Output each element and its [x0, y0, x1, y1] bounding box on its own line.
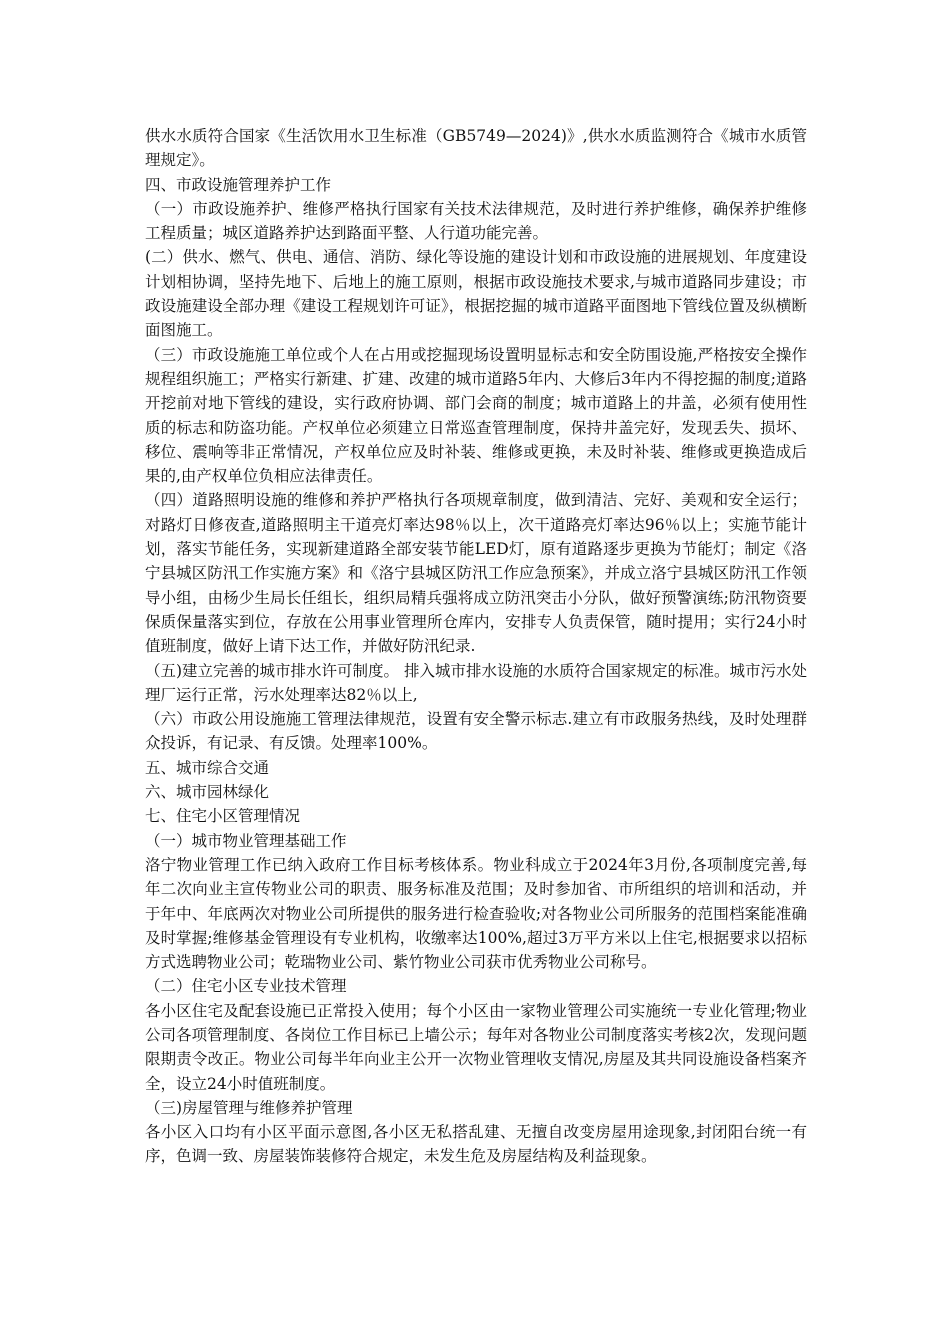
subsection-heading-7-3: （三)房屋管理与维修养护管理 [145, 1098, 353, 1117]
paragraph-4-6: （六）市政公用设施施工管理法律规范，设置有安全警示标志.建立有市政服务热线，及时处理群众投诉，有记录、有反馈。处理率100%。 [145, 710, 807, 753]
paragraph-water-quality: 供水水质符合国家《生活饮用水卫生标准（GB5749—2024)》,供水水质监测符合《城市水质管理规定》。 [145, 127, 807, 170]
paragraph-7-1: 洛宁物业管理工作已纳入政府工作目标考核体系。物业科成立于2024年3月份,各项制度完善,每年二次向业主宣传物业公司的职责、服务标准及范围；及时参加省、市所组织的培训和活动，并于年中、年底两次对物业公司所提供的服务进行检查验收;对各物业公司所服务的范围档案能准确及时掌握;维修基金管理设有专业机构，收缴率达100%,超过3万平方米以上住宅,根据要求以招标方式选聘物业公司；乾瑞物业公司、紫竹物业公司获市优秀物业公司称号。 [145, 855, 807, 972]
paragraph-4-5: （五)建立完善的城市排水许可制度。 排入城市排水设施的水质符合国家规定的标准。城市污水处理厂运行正常，污水处理率达82％以上, [145, 661, 807, 704]
paragraph-7-2: 各小区住宅及配套设施已正常投入使用；每个小区由一家物业管理公司实施统一专业化管理;物业公司各项管理制度、各岗位工作目标已上墙公示；每年对各物业公司制度落实考核2次，发现问题限期责令改正。物业公司每半年向业主公开一次物业管理收支情况,房屋及其共同设施设备档案齐全，设立24小时值班制度。 [145, 1001, 807, 1093]
paragraph-4-3: （三）市政设施施工单位或个人在占用或挖掘现场设置明显标志和安全防围设施,严格按安全操作规程组织施工；严格实行新建、扩建、改建的城市道路5年内、大修后3年内不得挖掘的制度;道路开挖前对地下管线的建设，实行政府协调、部门会商的制度；城市道路上的井盖，必须有使用性质的标志和防盗功能。产权单位必须建立日常巡查管理制度，保持井盖完好，发现丢失、损坏、移位、震响等非正常情况，产权单位应及时补装、维修或更换，未及时补装、维修或更换造成后果的,由产权单位负相应法律责任。 [145, 345, 807, 486]
document-body [145, 124, 807, 1169]
subsection-heading-7-1: （一）城市物业管理基础工作 [145, 831, 347, 850]
section-heading-5: 五、城市综合交通 [145, 758, 270, 777]
paragraph-4-1: （一）市政设施养护、维修严格执行国家有关技术法律规范，及时进行养护维修，确保养护维修工程质量；城区道路养护达到路面平整、人行道功能完善。 [145, 199, 807, 243]
section-heading-4: 四、市政设施管理养护工作 [145, 175, 332, 194]
section-heading-6: 六、城市园林绿化 [145, 783, 270, 802]
section-heading-7: 七、住宅小区管理情况 [145, 807, 301, 826]
paragraph-4-4: （四）道路照明设施的维修和养护严格执行各项规章制度，做到清洁、完好、美观和安全运行；对路灯日修夜查,道路照明主干道亮灯率达98％以上，次干道路亮灯率达96％以上；实施节能计划，落实节能任务，实现新建道路全部安装节能LED灯，原有道路逐步更换为节能灯；制定《洛宁县城区防汛工作实施方案》和《洛宁县城区防汛工作应急预案》，并成立洛宁县城区防汛工作领导小组，由杨少生局长任组长，组织局精兵强将成立防汛突击小分队，做好预警演练;防汛物资要保质保量落实到位，存放在公用事业管理所仓库内，安排专人负责保管，随时提用；实行24小时值班制度，做好上请下达工作，并做好防汛纪录. [145, 491, 807, 656]
paragraph-4-2: (二）供水、燃气、供电、通信、消防、绿化等设施的建设计划和市政设施的进展规划、年度建设计划相协调，坚持先地下、后地上的施工原则，根据市政设施技术要求,与城市道路同步建设；市政设施建设全部办理《建设工程规划许可证》，根据挖掘的城市道路平面图地下管线位置及纵横断面图施工。 [145, 248, 807, 340]
paragraph-7-3: 各小区入口均有小区平面示意图,各小区无私搭乱建、无擅自改变房屋用途现象,封闭阳台统一有序，色调一致、房屋装饰装修符合规定，未发生危及房屋结构及利益现象。 [145, 1123, 807, 1166]
subsection-heading-7-2: （二）住宅小区专业技术管理 [145, 977, 347, 996]
